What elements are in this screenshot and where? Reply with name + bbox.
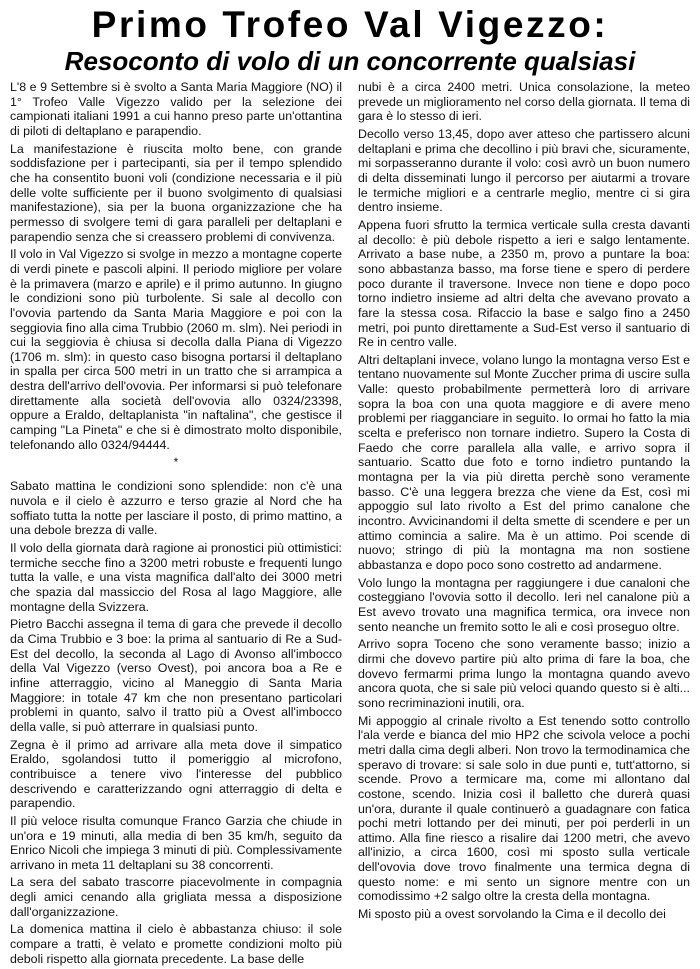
left-column xyxy=(10,80,342,969)
left-paragraph: La sera del sabato trascorre piacevolmente in compagnia degli amici cenando alla grigliata messa a disposizione dall'organizzazione. xyxy=(10,875,342,919)
article-columns xyxy=(10,80,690,969)
left-paragraph: La manifestazione è riuscita molto bene, con grande soddisfazione per i partecipanti, sia per il tempo splendido che ha consentito buoni voli (condizione necessaria e il più delle volte sufficiente per il buono svolgimento di qualsiasi manifestazione), sia per la buona organizzazione che ha permesso di svolgere temi di gara paralleli per deltaplani e parapendio senza che si creassero problemi di convivenza. xyxy=(10,141,342,244)
right-paragraph: Mi sposto più a ovest sorvolando la Cima e il decollo dei xyxy=(358,907,666,922)
left-paragraph: Il volo della giornata darà ragione ai pronostici più ottimistici: termiche secche fino a 3200 metri robuste e frequenti lungo tutta la valle, e una vista magnifica dall'alto dei 3000 metri che spazia dal massiccio del Rosa al lago Maggiore, alle montagne della Svizzera. xyxy=(10,541,342,614)
right-paragraph: Appena fuori sfrutto la termica verticale sulla cresta davanti al decollo: è più debole rispetto a ieri e salgo lentamente. Arrivato a base nube, a 2350 m, provo a puntare la boa: sono abbastanza basso, ma forse tiene e spero di perdere poco durante il traversone. Invece non tiene e dopo poco torno indietro insieme ad altri delta che avevano provato a fare la stessa cosa. Rifaccio la base e salgo fino a 2450 metri, poi punto direttamente a Sud-Est verso il santuario di Re in centro valle. xyxy=(358,217,690,350)
article-subtitle: Resoconto di volo di un concorrente qualsiasi xyxy=(64,46,636,76)
left-paragraph: L'8 e 9 Settembre si è svolto a Santa Maria Maggiore (NO) il 1° Trofeo Valle Vigezzo valido per la selezione dei campionati italiani 1991 a cui hanno preso parte un'ottantina di piloti di deltaplano e parapendio. xyxy=(10,80,342,138)
left-paragraph: Sabato mattina le condizioni sono splendide: non c'è una nuvola e il cielo è azzurro e terso grazie al Nord che ha soffiato tutta la notte per lasciare il posto, di primo mattino, a una debole brezza di valle. xyxy=(10,479,342,538)
section-separator: * xyxy=(173,455,179,470)
right-paragraph: Altri deltaplani invece, volano lungo la montagna verso Est e tentano nuovamente sul Monte Zuccher prima di uscire sulla Valle: questo probabilmente permetterà loro di arrivare sopra la boa con una quota maggiore e di avere meno problemi per riagganciare in seguito. Io ormai ho fatto la mia scelta e preferisco non tornare indietro. Supero la Costa di Faedo che corre parallela alla valle, e arrivo sopra il santuario. Scatto due foto e torno indietro puntando la montagna per la via più diretta perchè sono veramente basso. C'è una leggera brezza che viene da Est, così mi appoggio sul lato rivolto a Est del primo canalone che incontro. Avvicinandomi il delta smette di scendere e per un attimo comincia a salire. Ma è un attimo. Poi scende di nuovo; stringo di più la montagna ma non sostiene abbastanza e dopo poco sono costretto ad andarmene. xyxy=(358,352,690,572)
right-column xyxy=(358,80,690,969)
left-paragraph: Il più veloce risulta comunque Franco Garzia che chiude in un'ora e 19 minuti, alla media di ben 35 km/h, seguito da Enrico Nicoli che impiega 3 minuti di più. Complessivamente arrivano in meta 11 deltaplani su 38 concorrenti. xyxy=(10,813,342,872)
left-paragraph: Zegna è il primo ad arrivare alla meta dove il simpatico Eraldo, sgolandosi tutto il pomeriggio al microfono, contribuisce a tenere vivo l'interesse del pubblico descrivendo e caratterizzando ogni atterraggio di delta e parapendio. xyxy=(10,737,342,811)
right-paragraph: Mi appoggio al crinale rivolto a Est tenendo sotto controllo l'ala verde e bianca del mio HP2 che scivola veloce a pochi metri dalla cima degli alberi. Non trovo la termodinamica che speravo di trovare: si sale solo in due punti e, tutt'attorno, si scende. Provo a termicare ma, come mi allontano dal costone, scendo. Inizia così il balletto che durerà quasi un'ora, durante il quale continuerò a guadagnare con fatica pochi metri lottando per dei minuti, per poi perderli in un attimo. Alla fine riesco a risalire dai 1200 metri, che avevo all'inizio, a circa 1600, così mi sposto sulla verticale dell'ovovia dove trovo finalmente una termica degna di questo nome: e mi sento un signore mentre con un comodissimo +2 salgo oltre la cresta della montagna. xyxy=(358,713,690,904)
right-paragraph: Arrivo sopra Toceno che sono veramente basso; inizio a dirmi che dovevo partire più alto prima di fare la boa, che dovevo fermarmi prima lungo la montagna quando avevo ancora quota, che si sale più veloci quando questo si è alti... sono recriminazioni inutili, ora. xyxy=(358,637,690,710)
article-title: Primo Trofeo Val Vigezzo: xyxy=(91,4,609,45)
right-paragraph: nubi è a circa 2400 metri. Unica consolazione, la meteo prevede un miglioramento nel corso della giornata. Il tema di gara è lo stesso di ieri. xyxy=(358,80,690,124)
left-paragraph: La domenica mattina il cielo è abbastanza chiuso: il sole compare a tratti, è velato e promette condizioni molto più deboli rispetto alla giornata precedente. La base delle xyxy=(10,922,342,966)
right-paragraph: Decollo verso 13,45, dopo aver atteso che partissero alcuni deltaplani e prima che decollino i più bravi che, sicuramente, mi sorpasseranno durante il volo: così avrò un buon numero di delta disseminati lungo il percorso per aiutarmi a trovare le termiche migliori e a centrarle meglio, mentre ci si gira dentro insieme. xyxy=(358,126,690,215)
right-paragraph: Volo lungo la montagna per raggiungere i due canaloni che costeggiano l'ovovia sotto il decollo. Ieri nel canalone più a Est avevo trovato una magnifica termica, ora invece non sento neanche un fremito sotto le ali e così proseguo oltre. xyxy=(358,575,690,634)
left-paragraph: Il volo in Val Vigezzo si svolge in mezzo a montagne coperte di verdi pinete e pascoli alpini. Il periodo migliore per volare è la primavera (marzo e aprile) e il primo autunno. In giugno le condizioni sono più turbolente. Si sale al decollo con l'ovovia partendo da Santa Maria Maggiore e poi con la seggiovia fino alla cima Trubbio (2060 m. slm). Nei periodi in cui la seggiovia è chiusa si decolla dalla Piana di Vigezzo (1706 m. slm): in questo caso bisogna portarsi il deltaplano in spalla per circa 500 metri in un tratto che si arrampica a destra dell'arrivo dell'ovovia. Per informarsi si può telefonare direttamente alla società dell'ovovia allo 0324/23398, oppure a Eraldo, deltaplanista "in naftalina", che gestisce il camping "La Pineta" e che si è dimostrato molto disponibile, telefonando allo 0324/94444. xyxy=(10,247,342,452)
left-paragraph: Pietro Bacchi assegna il tema di gara che prevede il decollo da Cima Trubbio e 3 boe: la prima al santuario di Re a Sud-Est del decollo, la seconda al Lago di Avonso all'imbocco della Val Vigezzo (verso Ovest), poi ancora boa a Re e infine atterraggio, vicino al Maneggio di Santa Maria Maggiore: in totale 47 km che non presentano particolari problemi in quanto, salvo il tratto più a Ovest all'imbocco della valle, si può atterrare in qualsiasi punto. xyxy=(10,617,342,734)
